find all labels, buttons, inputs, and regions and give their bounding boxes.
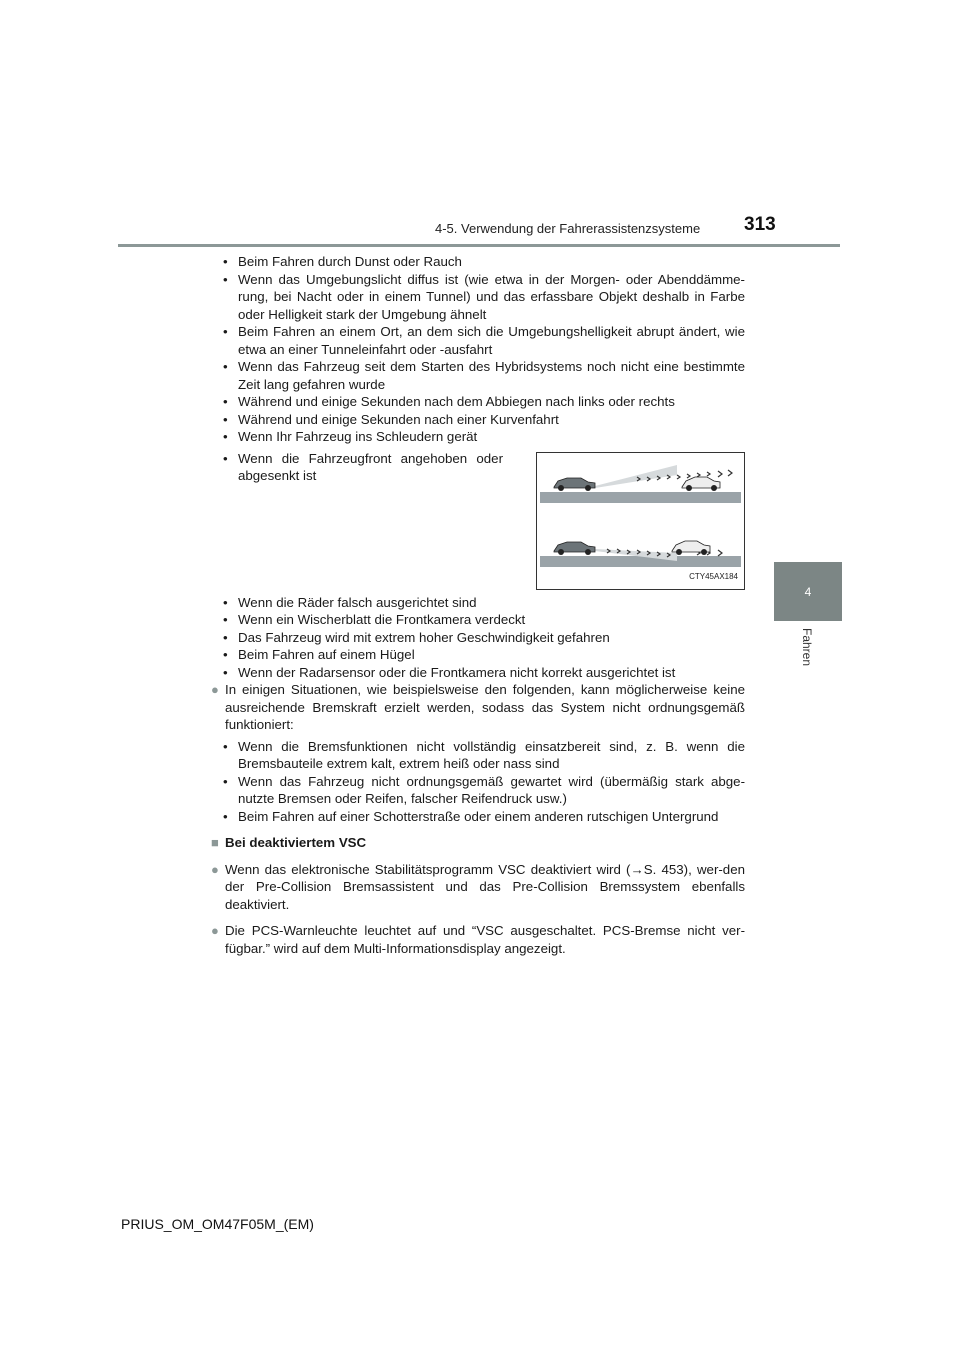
figure-code: CTY45AX184 <box>689 572 738 581</box>
list-item: • Wenn das Fahrzeug seit dem Starten des Hybridsystems noch nicht eine bestimmte Zeit lang gefahren wurde <box>213 358 745 393</box>
list-item: • Wenn ein Wischerblatt die Frontkamera verdeckt <box>213 611 745 629</box>
paragraph: ● In einigen Situationen, wie beispielsweise den folgenden, kann möglicherweise keine ausreichende Bremskraft erzielt werden, sodass das System nicht ordnungsgemäß funktioniert: <box>211 682 745 732</box>
filled-circle-icon: ● <box>211 861 219 877</box>
list-item: • Wenn die Fahrzeugfront angehoben oder abgesenkt ist <box>213 450 503 485</box>
list-item: • Wenn die Räder falsch ausgerichtet sind <box>213 594 745 612</box>
page-content <box>213 253 745 957</box>
filled-square-icon: ■ <box>211 835 219 850</box>
page-number: 313 <box>744 214 776 235</box>
chapter-label: Fahren <box>800 628 814 667</box>
list-item: • Wenn das Fahrzeug nicht ordnungsgemäß gewartet wird (übermäßig stark abge-nutzte Bremsen oder Reifen, falscher Reifendruck usw.) <box>213 773 745 808</box>
chapter-number: 4 <box>804 584 812 599</box>
chapter-tab <box>774 562 842 621</box>
header-divider <box>118 244 840 247</box>
list-item: • Beim Fahren durch Dunst oder Rauch <box>213 253 745 271</box>
list-item: • Wenn die Bremsfunktionen nicht vollständig einsatzbereit sind, z. B. wenn die Bremsbauteile extrem kalt, extrem heiß oder nass sind <box>213 738 745 773</box>
filled-circle-icon: ● <box>211 682 219 697</box>
list-item: • Beim Fahren auf einem Hügel <box>213 646 745 664</box>
section-subheading: ■ Bei deaktiviertem VSC <box>211 835 367 850</box>
vehicle-pitch-illustration <box>536 452 745 590</box>
paragraph: ● Die PCS-Warnleuchte leuchtet auf und “VSC ausgeschaltet. PCS-Bremse nicht ver-fügbar.” wird auf dem Multi-Informationsdisplay angezeigt. <box>211 923 745 956</box>
list-item: • Während und einige Sekunden nach dem Abbiegen nach links oder rechts <box>213 393 745 411</box>
list-item: • Wenn Ihr Fahrzeug ins Schleudern gerät <box>213 428 745 446</box>
list-item: • Beim Fahren auf einer Schotterstraße oder einem anderen rutschigen Untergrund <box>213 808 745 826</box>
list-item: • Wenn das Umgebungslicht diffus ist (wie etwa in der Morgen- oder Abenddämme-rung, bei Nacht oder in einem Tunnel) und das erfassbare Objekt deshalb in Farbe oder Helligkeit stark der Umgebung ähnelt <box>213 271 745 324</box>
list-item: • Während und einige Sekunden nach einer Kurvenfahrt <box>213 411 745 429</box>
list-item: • Das Fahrzeug wird mit extrem hoher Geschwindigkeit gefahren <box>213 629 745 647</box>
list-item: • Beim Fahren an einem Ort, an dem sich die Umgebungshelligkeit abrupt ändert, wie etwa an einer Tunneleinfahrt oder -ausfahrt <box>213 323 745 358</box>
filled-circle-icon: ● <box>211 923 219 938</box>
figure-row <box>213 450 745 590</box>
paragraph: ● Wenn das elektronische Stabilitätsprogramm VSC deaktiviert wird (→S. 453), wer-den der Pre-Collision Bremsassistent und das Pre-Collision Bremssystem ebenfalls deaktiviert. <box>211 861 745 912</box>
condition-list-c <box>213 738 745 826</box>
section-title: 4-5. Verwendung der Fahrerassistenzsysteme <box>435 221 701 236</box>
condition-list-b <box>213 594 745 682</box>
document-code: PRIUS_OM_OM47F05M_(EM) <box>121 1216 314 1232</box>
list-item: • Wenn der Radarsensor oder die Frontkamera nicht korrekt ausgerichtet ist <box>213 664 745 682</box>
condition-list-a <box>213 253 745 446</box>
